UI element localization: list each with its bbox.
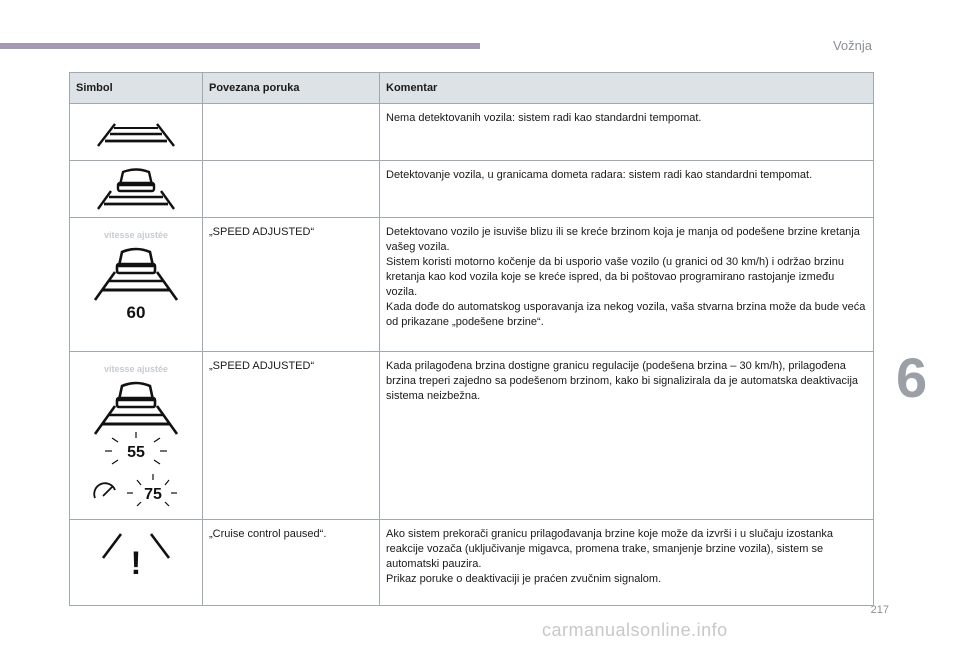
comment-line: Kada prilagođena brzina dostigne granicu regulacije (podešena brzina – 30 km/h), prilagođena brzina treperi zajedno sa podešenom brzinom, kako bi signalizirala da je automatska deaktivacija sistema neizbežna. [386,360,859,402]
chapter-number: 6 [896,346,928,409]
column-header-symbol: Simbol [70,73,203,104]
comment-line: Prikaz poruke o deaktivaciji je praćen zvučnim signalom. [386,573,662,585]
comment-line: Kada dođe do automatskog usporavanja iza nekog vozila, vaša stvarna brzina može da bude veća od prikazane „podešene brzine“. [386,301,866,328]
speed-value: 60 [126,303,146,322]
lane-vehicle-speed-icon [81,226,191,326]
comment-cell [380,218,874,352]
icon-caption: vitesse ajustée [103,364,169,374]
comment-line: Nema detektovanih vozila: sistem radi kao standardni tempomat. [386,112,702,124]
chapter-tab [926,330,960,430]
comment-cell [380,352,874,520]
symbol-cell [70,104,203,161]
lane-vehicle-flashing-speed-icon [81,360,191,510]
column-header-comment: Komentar [380,73,874,104]
comment-line: Sistem koristi motorno kočenje da bi usporio vaše vozilo (u granici od 30 km/h) i održao brzinu kretanja kao kod vozila koje se kreće ispred, da bi poštovao programirano rastojanje između vozila. [386,256,844,298]
lane-warning-icon [81,524,191,594]
table-row [70,161,874,218]
comment-line: Detektovanje vozila, u granicama dometa radara: sistem radi kao standardni tempomat. [386,169,813,181]
message-cell [203,161,380,218]
symbol-cell [70,161,203,218]
header-accent-bar [0,43,480,49]
comment-cell [380,161,874,218]
lane-vehicle-icon [81,161,191,213]
message-cell: „Cruise control paused“. [203,520,380,606]
speedometer-icon [94,483,115,498]
table-row [70,218,874,352]
message-cell [203,104,380,161]
table-row [70,520,874,606]
page-number: 217 [870,604,889,616]
watermark: carmanualsonline.info [542,620,728,640]
icon-caption: vitesse ajustée [103,230,169,240]
symbol-cell [70,218,203,352]
comment-line: Detektovano vozilo je isuviše blizu ili se kreće brzinom koja je manja od podešene brzine kretanja vašeg vozila. [386,226,860,253]
set-speed-value: 75 [144,486,162,503]
comment-cell [380,520,874,606]
symbol-table [69,72,874,606]
symbol-cell [70,352,203,520]
table-row [70,352,874,520]
table-header-row [70,73,874,104]
message-cell: „SPEED ADJUSTED“ [203,218,380,352]
comment-cell [380,104,874,161]
message-cell: „SPEED ADJUSTED“ [203,352,380,520]
section-title: Vožnja [832,38,872,53]
comment-line: Ako sistem prekorači granicu prilagođavanja brzine koje može da izvrši i u slučaju izostanka reakcije vozača (uključivanje migavca, promena trake, smanjenje brzine vozila), sistem se automatski pauzira. [386,528,833,570]
speed-value: 55 [127,444,145,461]
warning-mark: ! [130,545,142,581]
table-row [70,104,874,161]
lane-empty-icon [81,104,191,154]
symbol-cell [70,520,203,606]
column-header-message: Povezana poruka [203,73,380,104]
